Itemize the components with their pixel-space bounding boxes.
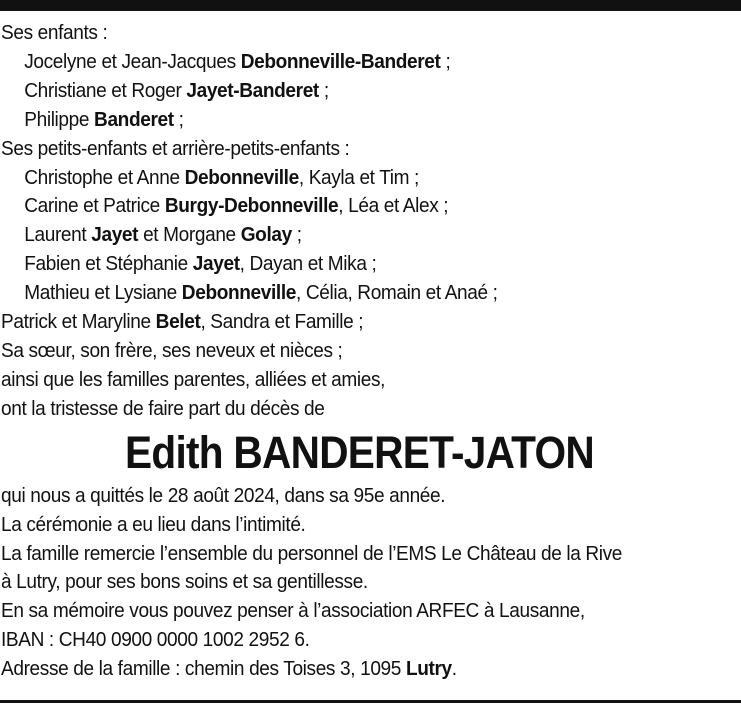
surname: Belet <box>155 310 201 334</box>
grandchild-line: Laurent Jayet et Morgane Golay ; <box>24 223 302 247</box>
child-line: Philippe Banderet ; <box>24 107 184 131</box>
children-label: Ses enfants : <box>1 21 108 44</box>
grandchild-line: Christophe et Anne Debonneville, Kayla et Tim ; <box>24 165 419 189</box>
announce-line: ont la tristesse de faire part du décès de <box>1 396 325 420</box>
siblings-line: Sa sœur, son frère, ses neveux et nièces ; <box>1 338 343 362</box>
deceased-name: Edith BANDERET-JATON <box>125 426 594 478</box>
grandchild-line: Mathieu et Lysiane Debonneville, Célia, Romain et Anaé ; <box>24 281 498 305</box>
grandchild-line: Fabien et Stéphanie Jayet, Dayan et Mika ; <box>24 252 377 276</box>
surname: Banderet <box>94 107 174 131</box>
grandchildren-label: Ses petits-enfants et arrière-petits-enfants : <box>1 136 350 160</box>
surname: Debonneville-Banderet <box>240 49 441 73</box>
surname: Jayet-Banderet <box>186 78 319 102</box>
grandchild-line: Carine et Patrice Burgy-Debonneville, Léa et Alex ; <box>24 194 449 218</box>
belet-line: Patrick et Maryline Belet, Sandra et Famille ; <box>1 310 364 334</box>
surname: Golay <box>240 223 292 247</box>
details-line: à Lutry, pour ses bons soins et sa gentillesse. <box>1 570 368 594</box>
details-line: qui nous a quittés le 28 août 2024, dans sa 95e année. <box>1 483 446 507</box>
address-line: Adresse de la famille : chemin des Toises 3, 1095 Lutry. <box>1 657 457 681</box>
families-line: ainsi que les familles parentes, alliées et amies, <box>1 367 386 391</box>
details-line: La cérémonie a eu lieu dans l’intimité. <box>1 512 306 536</box>
iban-line: IBAN : CH40 0900 0000 1002 2952 6. <box>1 628 310 652</box>
surname: Debonneville <box>181 281 297 305</box>
bottom-rule <box>0 700 741 703</box>
town: Lutry <box>405 657 452 681</box>
surname: Jayet <box>91 223 139 247</box>
details-line: La famille remercie l’ensemble du personnel de l’EMS Le Château de la Rive <box>1 541 623 565</box>
surname: Debonneville <box>184 165 299 189</box>
obituary-text <box>1 19 687 684</box>
details-line: En sa mémoire vous pouvez penser à l’association ARFEC à Lausanne, <box>1 599 585 623</box>
child-line: Jocelyne et Jean-Jacques Debonneville-Banderet ; <box>24 49 451 73</box>
surname: Jayet <box>192 252 240 276</box>
child-line: Christiane et Roger Jayet-Banderet ; <box>24 78 329 102</box>
top-rule <box>0 0 741 11</box>
surname: Burgy-Debonneville <box>164 194 339 218</box>
